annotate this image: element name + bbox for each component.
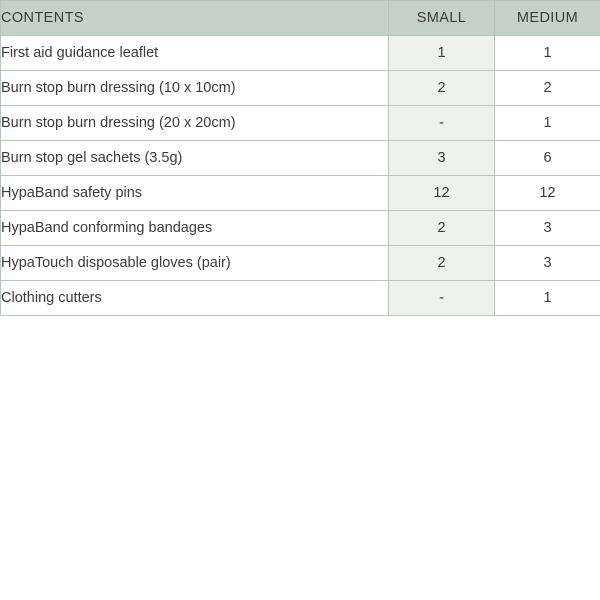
item-qty-small: 2 [389,211,495,246]
header-row [1,1,600,36]
item-qty-medium: 1 [495,106,600,141]
item-qty-medium: 3 [495,246,600,281]
column-header-medium: MEDIUM [495,1,600,36]
item-qty-small: - [389,281,495,316]
item-qty-medium: 3 [495,211,600,246]
table-row [1,106,600,141]
item-name: First aid guidance leaflet [1,36,389,71]
table-row [1,176,600,211]
item-name: Burn stop burn dressing (20 x 20cm) [1,106,389,141]
column-header-small: SMALL [389,1,495,36]
item-qty-medium: 12 [495,176,600,211]
item-qty-small: - [389,106,495,141]
table-row [1,141,600,176]
table-row [1,246,600,281]
table-body [1,36,600,316]
item-name: HypaBand conforming bandages [1,211,389,246]
table-row [1,211,600,246]
item-name: HypaBand safety pins [1,176,389,211]
item-name: HypaTouch disposable gloves (pair) [1,246,389,281]
item-qty-medium: 6 [495,141,600,176]
item-qty-small: 3 [389,141,495,176]
item-qty-medium: 1 [495,36,600,71]
item-name: Burn stop gel sachets (3.5g) [1,141,389,176]
table-row [1,36,600,71]
item-name: Clothing cutters [1,281,389,316]
table-header [1,1,600,36]
table-row [1,281,600,316]
column-header-contents: CONTENTS [1,1,389,36]
item-qty-small: 1 [389,36,495,71]
item-qty-medium: 1 [495,281,600,316]
item-qty-small: 12 [389,176,495,211]
item-qty-medium: 2 [495,71,600,106]
item-qty-small: 2 [389,71,495,106]
table-row [1,71,600,106]
item-name: Burn stop burn dressing (10 x 10cm) [1,71,389,106]
item-qty-small: 2 [389,246,495,281]
